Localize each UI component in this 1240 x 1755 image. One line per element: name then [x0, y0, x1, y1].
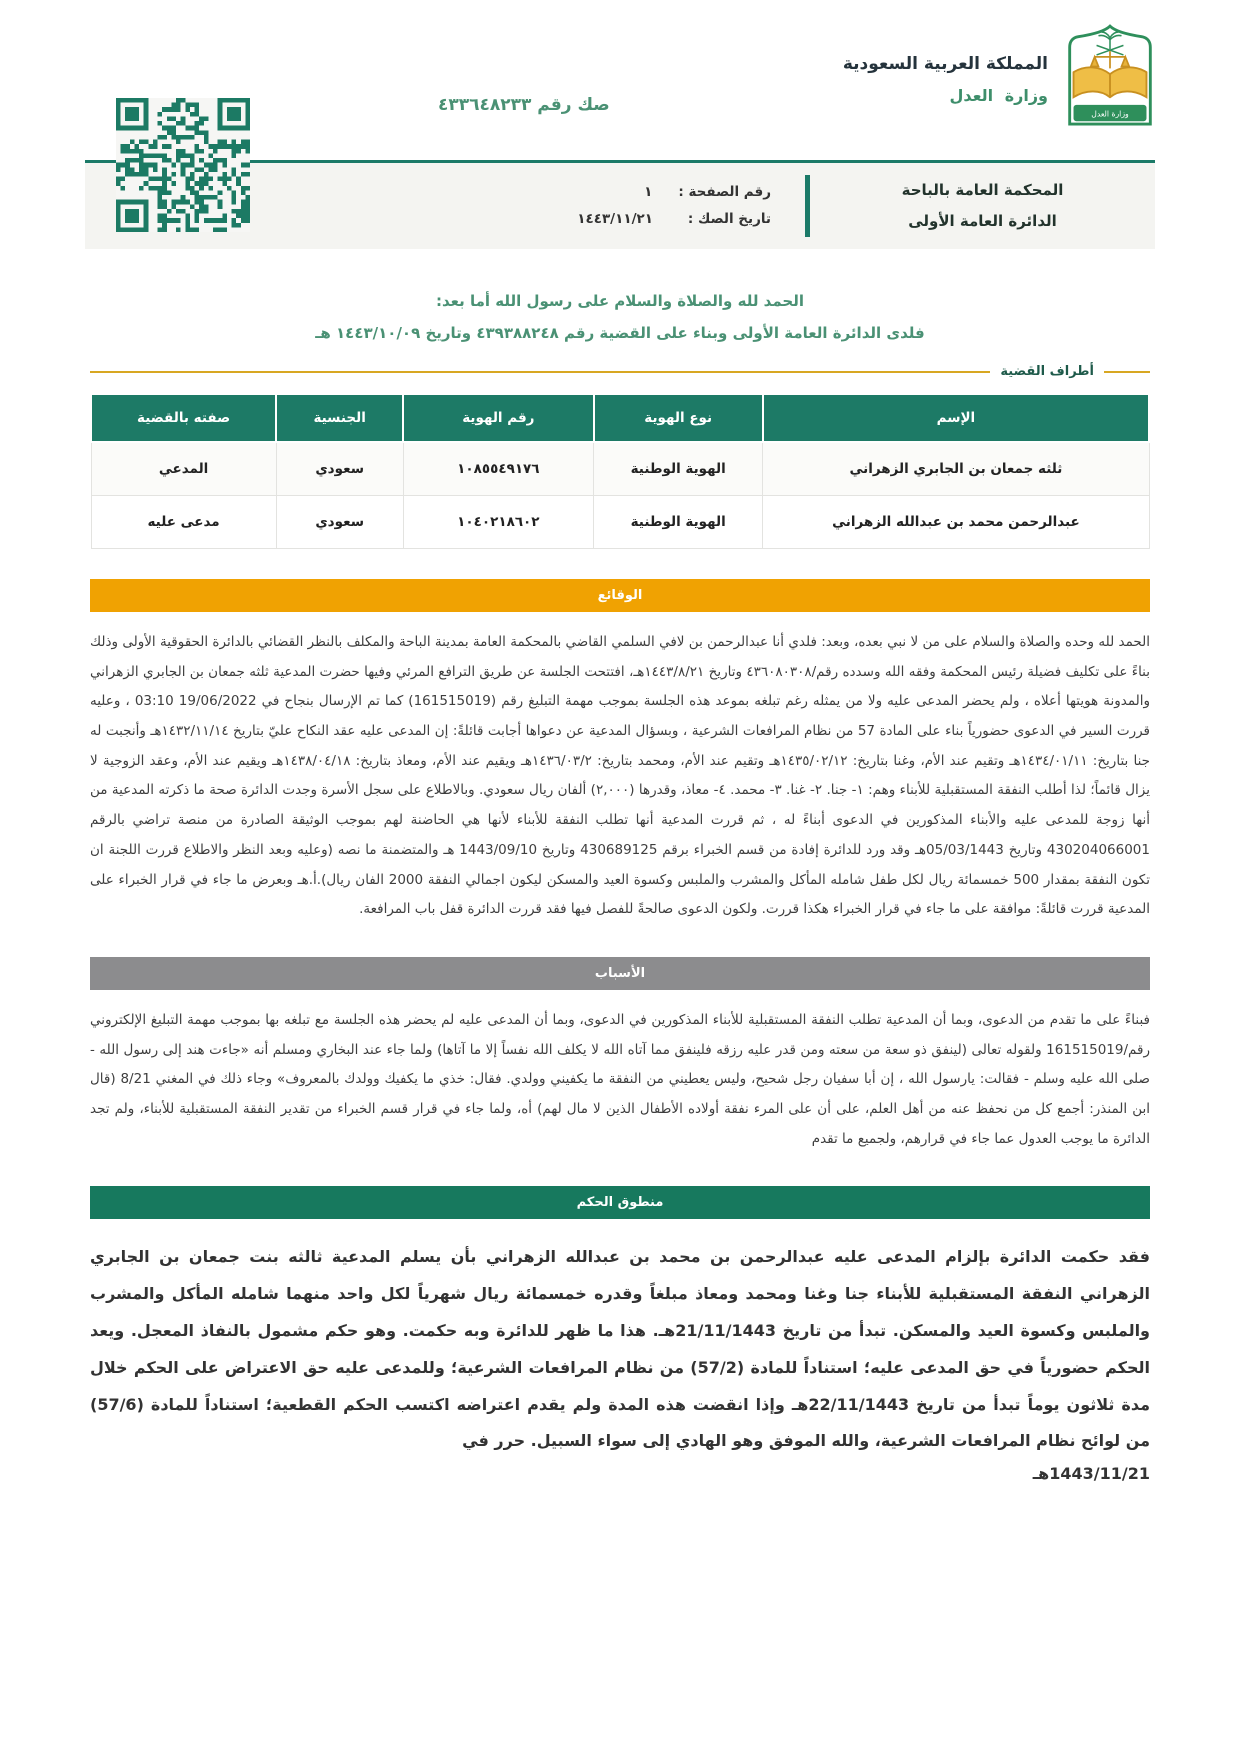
deed-date-value: ١٤٤٣/١١/٢١	[577, 211, 653, 227]
emblem-banner-text: وزارة العدل	[1091, 109, 1129, 119]
col-header-id-number: رقم الهوية	[403, 394, 593, 442]
page-number-value: ١	[644, 184, 653, 200]
moj-emblem-icon	[1062, 24, 1158, 132]
parties-table	[90, 393, 1150, 549]
verdict-section-title: منطوق الحكم	[576, 1195, 664, 1211]
court-name: المحكمة العامة بالباحة	[901, 180, 1064, 199]
party-id-number: ١٠٤٠٢١٨٦٠٢	[403, 496, 593, 549]
parties-section-label: أطراف القضية	[1000, 364, 1094, 379]
intro-line-1: الحمد لله والصلاة والسلام على رسول الله أما بعد:	[436, 292, 804, 310]
ministry-title: وزارة العدل	[949, 86, 1048, 105]
party-id-number: ١٠٨٥٥٤٩١٧٦	[403, 442, 593, 496]
qr-code-graphic	[116, 98, 250, 232]
col-header-role: صفته بالقضية	[91, 394, 276, 442]
col-header-nationality: الجنسية	[276, 394, 403, 442]
page-number-row	[577, 179, 771, 206]
gold-dash	[1104, 371, 1150, 373]
verdict-text: فقد حكمت الدائرة بإلزام المدعى عليه عبدالرحمن بن محمد بن عبدالله الزهراني بأن يسلم المدعية ثالثه بنت جمعان بن الجابري الزهراني النفقة المستقبلية للأبناء جنا وغنا ومحمد ومعاذ مبلغاً وقدره خمسمائة ريال شهرياً لكل واحد منهما شامله المأكل والمشرب والملبس وكسوة العيد والمسكن. تبدأ من تاريخ 21/11/1443هـ. هذا ما ظهر للدائرة وبه حكمت. وهو حكم مشمول بالنفاذ المعجل. ويعد الحكم حضورياً في حق المدعى عليه؛ استناداً للمادة (57/2) من نظام المرافعات الشرعية؛ وللمدعى عليه حق الاعتراض على الحكم خلال مدة ثلاثون يوماً تبدأ من تاريخ 22/11/1443هـ وإذا انقضت هذه المدة ولم يقدم اعتراضه اكتسب الحكم القطعية؛ استناداً للمادة (57/6) من لوائح نظام المرافعات الشرعية، والله الموفق وهو الهادي إلى سواء السبيل. حرر في	[90, 1247, 1151, 1451]
deed-date-row	[577, 206, 771, 233]
deed-date-label: تاريخ الصك :	[687, 211, 771, 227]
col-header-id-type: نوع الهوية	[594, 394, 763, 442]
kingdom-title: المملكة العربية السعودية	[842, 54, 1048, 74]
document-header	[0, 0, 1240, 252]
qr-code	[116, 98, 250, 232]
table-row	[91, 442, 1149, 496]
ministry-brand	[843, 24, 1158, 132]
page-number-label: رقم الصفحة :	[678, 184, 771, 200]
intro-block	[90, 292, 1150, 342]
table-row	[91, 496, 1149, 549]
party-nationality: سعودي	[276, 496, 403, 549]
col-header-name: الإسم	[763, 394, 1149, 442]
deed-number: صك رقم ٤٣٣٦٤٨٢٣٣	[438, 95, 610, 115]
facts-text: الحمد لله وحده والصلاة والسلام على من لا نبي بعده، وبعد: فلدي أنا عبدالرحمن بن لافي السلمي القاضي بالمحكمة العامة بمدينة الباحة والمكلف بالنظر القضائي بالدائرة الحقوقية الأولى وذلك بناءً على تكليف فضيلة رئيس المحكمة وفقه الله وسدده رقم/٤٣٦٠٨٠٣٠٨ وتاريخ ١٤٤٣/٨/٢١هـ، افتتحت الجلسة عن طريق الترافع المرئي وفيها حضرت المدعية ثلثه جمعان بن الجابري الزهراني والمدونة هويتها أعلاه ، ولم يحضر المدعى عليه ولا من يمثله رغم تبلغه بموعد هذه الجلسة بموجب مهمة التبليغ رقم (161515019) كما تم الإرسال بنجاح في 19/06/2022 03:10 ، وعليه قررت السير في الدعوى حضورياً بناء على المادة 57 من نظام المرافعات الشرعية ، وبسؤال المدعية عن دعواها أجابت قائلةً: إن المدعى عليه عقد النكاح عليّ بتاريخ ١٤٣٢/١١/١٤هـ وأنجبت له جنا بتاريخ: ١٤٣٤/٠١/١١هـ وتقيم عند الأم، وغنا بتاريخ: ١٤٣٥/٠٢/١٢هـ وتقيم عند الأم، ومحمد بتاريخ: ١٤٣٦/٠٣/٢هـ ويقيم عند الأم، ومعاذ بتاريخ: ١٤٣٨/٠٤/١٨هـ ويقيم عند الأم، وعقد الزوجية لا يزال قائماً؛ لذا أطلب النفقة المستقبلية للأبناء وهم: ١- جنا. ٢- غنا. ٣- محمد. ٤- معاذ، وقدرها (٢,٠٠٠) ألفان ريال سعودي. وبالاطلاع على سجل الأسرة وجدت الدائرة صحة ما ذكرته المدعية من أنها زوجة للمدعى عليه والأبناء المذكورين في الدعوى أبناءً له ، ثم قررت المدعية أنها تطلب النفقة للأبناء لأنها هي الحاضنة لهم بموجب الوثيقة الصادرة من منصة تراضي بالرقم 430204066001 وتاريخ 05/03/1443هـ وقد ورد للدائرة إفادة من قسم الخبراء برقم 430689125 وتاريخ 1443/09/10 هـ والمتضمنة ما نصه (وعليه وبعد النظر والاطلاع قررت اللجنة ان تكون النفقة بمقدار 500 خمسمائة ريال لكل طفل شامله المأكل والمشرب والملبس وكسوة العيد والمسكن ليكون اجمالي النفقة 2000 الفان ريال).أ.هـ وبعرض ما جاء في قرار الخبراء على المدعية قررت قائلةً: موافقة على ما جاء في قرار الخبراء هكذا قررت. ولكون الدعوى صالحةً للفصل فيها فقد قررت الدائرة قفل باب المرافعة.	[90, 634, 1151, 918]
vertical-divider	[805, 175, 810, 237]
facts-section-bar	[90, 579, 1150, 612]
parties-header-row	[91, 394, 1149, 442]
party-name: عبدالرحمن محمد بن عبدالله الزهراني	[763, 496, 1149, 549]
reasons-section-bar	[90, 957, 1150, 990]
court-cell	[810, 175, 1155, 238]
circuit-name: الدائرة العامة الأولى	[908, 212, 1057, 230]
party-id-type: الهوية الوطنية	[594, 442, 763, 496]
party-id-type: الهوية الوطنية	[594, 496, 763, 549]
verdict-section-bar	[90, 1186, 1150, 1219]
verdict-issued-date: 1443/11/21هـ	[1032, 1464, 1150, 1484]
document-body	[90, 292, 1150, 1483]
reasons-text: فبناءً على ما تقدم من الدعوى، وبما أن المدعية تطلب النفقة المستقبلية للأبناء المذكورين في الدعوى، وبما أن المدعى عليه لم يحضر هذه الجلسة مع تبلغه بها بموجب مهمة التبليغ الإلكتروني رقم/161515019 ولقوله تعالى (لينفق ذو سعة من سعته ومن قدر عليه رزقه فلينفق مما آتاه الله لا يكلف الله نفساً إلا ما آتاها) ولما جاء عند البخاري ومسلم أنه «جاءت هند إلى رسول الله - صلى الله عليه وسلم - فقالت: يارسول الله ، إن أبا سفيان رجل شحيح، وليس يعطيني من النفقة ما يكفيني وولدي. فقال: خذي ما يكفيك وولدك بالمعروف» وجاء ذلك في المغني 8/21 (قال ابن المنذر: أجمع كل من نحفظ عنه من أهل العلم، على أن على المرء نفقة أولاده الأطفال الذين لا مال لهم) أه، ولما جاء في قرار قسم الخبراء من تقدير النفقة المستقبلية للأبناء، ولم تجد الدائرة ما يوجب العدول عما جاء في قرارهم، ولجميع ما تقدم	[90, 1011, 1150, 1147]
facts-section-title: الوقائع	[597, 588, 643, 603]
page-info-cell	[543, 179, 805, 233]
party-name: ثلثه جمعان بن الجابري الزهراني	[763, 442, 1149, 496]
reasons-section-title: الأسباب	[594, 965, 646, 981]
intro-line-2: فلدى الدائرة العامة الأولى وبناء على القضية رقم ٤٣٩٣٨٨٢٤٨ وتاريخ ١٤٤٣/١٠/٠٩ هـ	[315, 324, 925, 342]
party-nationality: سعودي	[276, 442, 403, 496]
parties-section-label-row	[90, 364, 1150, 379]
gold-line	[90, 371, 990, 373]
party-role: المدعي	[91, 442, 276, 496]
brand-text	[843, 54, 1048, 105]
party-role: مدعى عليه	[91, 496, 276, 549]
